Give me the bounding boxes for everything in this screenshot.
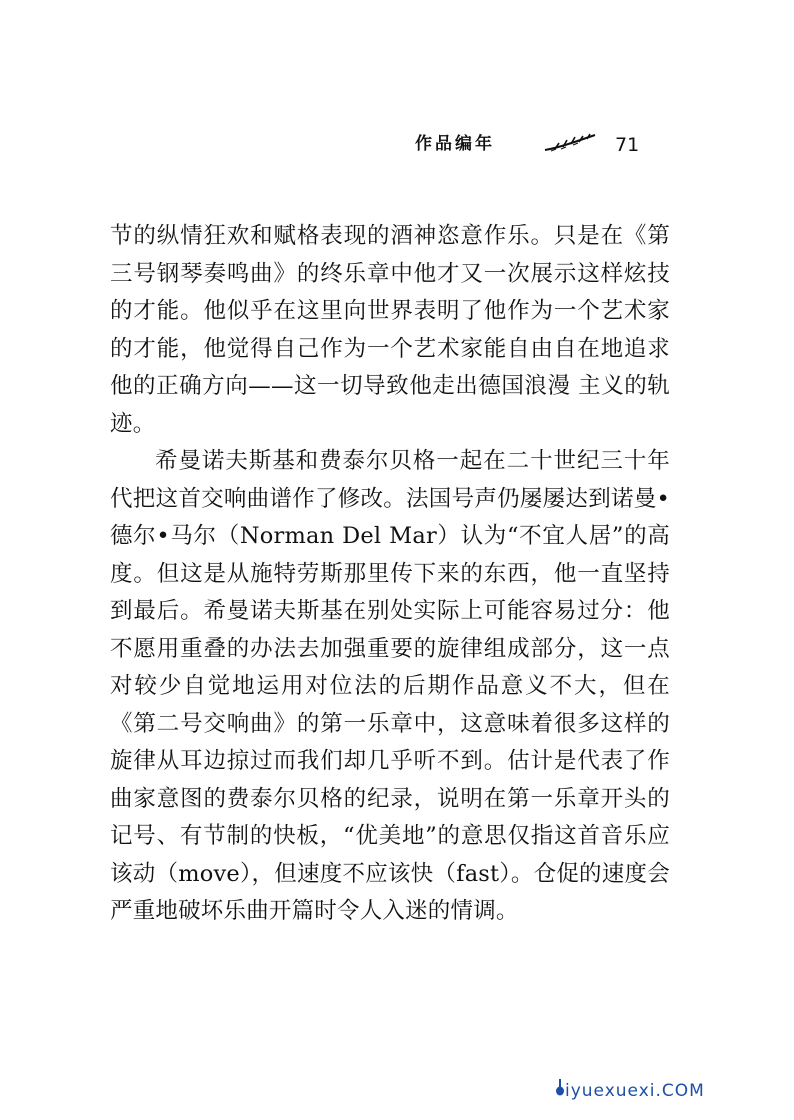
- paragraph: 希曼诺夫斯基和费泰尔贝格一起在二十世纪三十年代把这首交响曲谱作了修改。法国号声仍屡屡达到诺曼•德尔•马尔（Norman Del Mar）认为“不宜人居”的高度。但这是从施特劳斯那里传下来的东西，他一直坚持到最后。希曼诺夫斯基在别处实际上可能容易过分：他不愿用重叠的办法去加强重要的旋律组成部分，这一点对较少自觉地运用对位法的后期作品意义不大，但在《第二号交响曲》的第一乐章中，这意味着很多这样的旋律从耳边掠过而我们却几乎听不到。估计是代表了作曲家意图的费泰尔贝格的纪录，说明在第一乐章开头的记号、有节制的快板，“优美地”的意思仅指这首音乐应该动（move），但速度不应该快（fast）。仓促的速度会严重地破坏乐曲开篇时令人入迷的情调。: [110, 448, 670, 924]
- site-watermark: [555, 1078, 705, 1103]
- running-header: [415, 130, 675, 162]
- quill-flourish-icon: [543, 132, 599, 154]
- body-text: [110, 218, 670, 931]
- page-number: 71: [615, 134, 640, 156]
- watermark-text: iyuexuexi.COM: [565, 1081, 705, 1101]
- paragraph: 节的纵情狂欢和赋格表现的酒神恣意作乐。只是在《第三号钢琴奏鸣曲》的终乐章中他才又一次展示这样炫技的才能。他似乎在这里向世界表明了他作为一个艺术家的才能，他觉得自己作为一个艺术家能自由自在地追求他的正确方向——这一切导致他走出德国浪漫 主义的轨迹。: [110, 223, 670, 437]
- guitar-logo-icon: [555, 1078, 565, 1096]
- header-title: 作品编年: [415, 134, 495, 154]
